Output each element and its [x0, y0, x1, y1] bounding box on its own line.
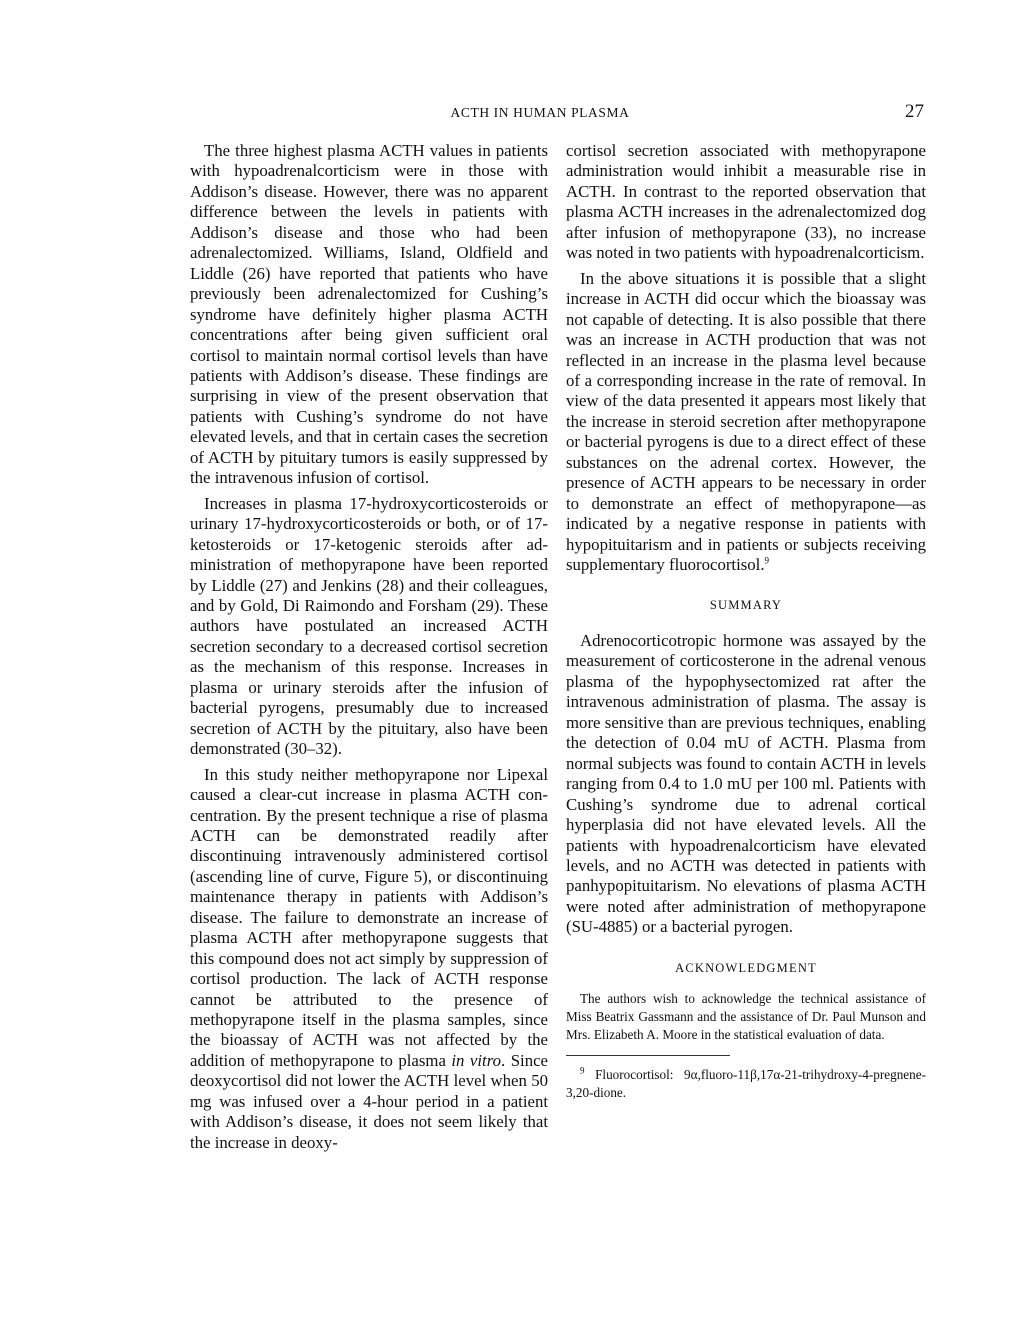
running-head: [0, 101, 1020, 127]
paragraph-this-study-text-a: In this study neither methopyrapone nor Lipexal caused a clear-cut increase in plasma ACTH concentration. By the present technique a rise of plasma ACTH can be demonstrated readily after discontinuing intravenously administered cortisol (ascending line of curve, Figure 5), or discontinuing maintenance therapy in patients with Addison’s disease. The failure to demonstrate an increase of plasma ACTH after methopyrapone suggests that this compound does not act simply by suppression of cortisol production. The lack of ACTH response cannot be attributed to the presence of methopyrapone itself in the plasma samples, since the bioassay of ACTH was not affected by the addition of methopyrapone to plasma: [190, 764, 548, 1070]
left-column: [190, 141, 548, 1153]
footnote-divider: [566, 1055, 730, 1056]
paragraph-continued: cortisol secretion associated with methopyrapone administration would inhibit a measurable rise in ACTH. In contrast to the reported observation that plasma ACTH increases in the adrenalectomized dog after infusion of methopyrapone (33), no increase was noted in two patients with hypoadrenalcorticism.: [566, 141, 926, 263]
running-title: ACTH IN HUMAN PLASMA: [450, 105, 630, 120]
right-column: [566, 141, 926, 1102]
paragraph-methopyrapone-reports: Increases in plasma 17-hydroxycorticosteroids or urinary 17-hydroxycorticosteroids or both, or of 17-ketosteroids or 17-ketogenic steroids after administration of methopyrapone have been reported by Liddle (27) and Jenkins (28) and their colleagues, and by Gold, Di Raimondo and Forsham (29). These authors have postulated an increased ACTH secretion secondary to a decreased cortisol secretion as the mechanism of this response. Increases in plasma or urinary steroids after the infusion of bacterial pyrogens, presumably due to increased secretion of ACTH by the pituitary, also have been demonstrated (30–32).: [190, 493, 548, 759]
summary-paragraph: Adrenocorticotropic hormone was assayed by the measurement of corticosterone in the adrenal venous plasma of the hypophysectomized rat after the intravenous administration of plasma. The assay is more sensitive than are previous techniques, enabling the detection of 0.04 mU of ACTH. Plasma from normal subjects was found to contain ACTH in levels ranging from 0.4 to 1.0 mU per 100 ml. Patients with Cushing’s syndrome due to adrenal cortical hyperplasia did not have elevated levels. All the patients with hypoadrenalcorticism have elevated levels, and no ACTH was detected in patients with panhypopituitarism. No elevations of plasma ACTH were noted after administration of methopyrapone (SU-4885) or a bacterial pyrogen.: [566, 630, 926, 937]
paragraph-above-situations-text: In the above situations it is possible that a slight increase in ACTH did occur which the bioassay was not capable of detecting. It is also possible that there was an increase in ACTH production that was not reflected in an increase in the plasma level because of a corresponding increase in the rate of removal. In view of the data presented it appears most likely that the increase in steroid secretion after methopyrapone or bacterial pyrogens is due to a direct effect of these substances on the adrenal cortex. However, the presence of ACTH appears to be necessary in order to demonstrate an effect of methopyrapone—as indicated by a negative response in patients with hypopituitarism and in patients or subjects receiving supplementary fluorocortisol.: [566, 268, 926, 575]
acknowledgment-heading: ACKNOWLEDGMENT: [675, 960, 817, 975]
paragraph-this-study: [190, 765, 548, 1154]
in-vitro-italic: in vitro: [451, 1050, 502, 1070]
paragraph-this-study-text-b: . Since deoxycortisol did not lower the ACTH level when 50 mg was infused over a 4-hour period in a patient with Addison’s disease, it does not seem likely that the increase in deoxy-: [190, 1050, 548, 1152]
acknowledgment-paragraph: The authors wish to acknowledge the technical assistance of Miss Beatrix Gassmann and the assistance of Dr. Paul Munson and Mrs. Elizabeth A. Moore in the statistical evaluation of data.: [566, 991, 926, 1043]
footnote-mark: 9: [580, 1065, 585, 1076]
footnote: [566, 1066, 926, 1102]
page-number: 27: [905, 101, 924, 122]
footnote-reference: 9: [764, 555, 770, 566]
paragraph-hypoadrenalcorticism: The three highest plasma ACTH values in patients with hypoadrenalcorticism were in those with Addison’s disease. However, there was no apparent difference between the levels in patients with Addison’s disease and those who had been adrenalectomized. Williams, Island, Oldfield and Liddle (26) have reported that patients who have previously been adrenalectomized for Cushing’s syndrome have definitely higher plasma ACTH concentrations after being given sufficient oral cortisol to maintain normal cortisol levels than have patients with Addison’s disease. These findings are surprising in view of the present observation that patients with Cushing’s syndrome do not have elevated levels, and that in certain cases the secretion of ACTH by pituitary tumors is easily suppressed by the intravenous infusion of cortisol.: [190, 141, 548, 488]
paragraph-above-situations: [566, 269, 926, 576]
footnote-text: Fluorocortisol: 9α,fluoro-11β,17α-21-trihydroxy-4-pregnene-3,20-dione.: [566, 1066, 926, 1100]
summary-heading: SUMMARY: [709, 597, 783, 612]
